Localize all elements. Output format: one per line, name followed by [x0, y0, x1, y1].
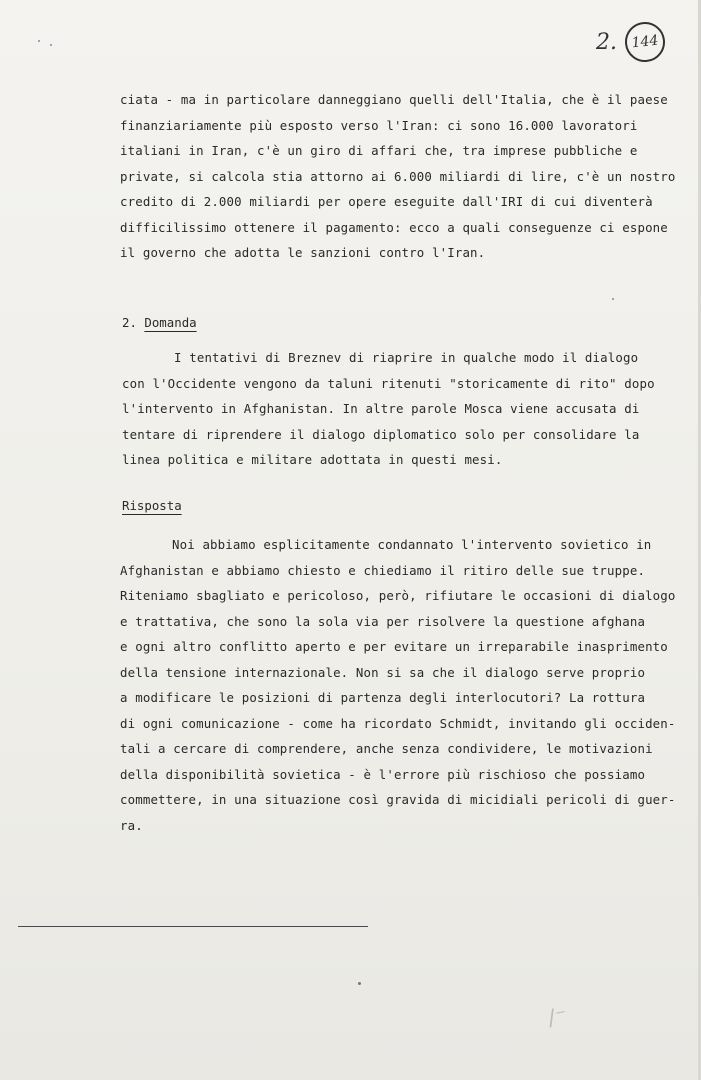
question-number: 2. — [122, 315, 137, 330]
text-line: I tentativi di Breznev di riaprire in qualche modo il dialogo — [174, 350, 639, 365]
text-line: Noi abbiamo esplicitamente condannato l'intervento sovietico in — [172, 537, 652, 552]
text-line: ciata - ma in particolare danneggiano quelli dell'Italia, che è il paese — [120, 92, 668, 107]
text-line: italiani in Iran, c'è un giro di affari che, tra imprese pubbliche e — [120, 143, 638, 158]
horizontal-rule — [18, 926, 368, 927]
text-line: della tensione internazionale. Non si sa che il dialogo serve proprio — [120, 664, 646, 680]
text-line: della disponibilità sovietica - è l'errore più rischioso che possiamo — [120, 766, 646, 782]
text-line: con l'Occidente vengono da taluni ritenuti "storicamente di rito" dopo — [122, 375, 655, 391]
answer-heading: Risposta — [122, 498, 182, 513]
text-line: Afghanistan e abbiamo chiesto e chiediamo il ritiro delle sue truppe. — [120, 562, 646, 578]
page-number-area — [596, 22, 665, 62]
text-line: e trattativa, che sono la sola via per risolvere la questione afghana — [120, 613, 646, 629]
intro-paragraph — [120, 87, 676, 266]
answer-paragraph — [120, 532, 676, 838]
text-line: e ogni altro conflitto aperto e per evitare un irreparabile inasprimento — [120, 639, 668, 654]
question-heading — [122, 315, 197, 330]
text-line: tali a cercare di comprendere, anche senza condividere, le motivazioni — [120, 741, 653, 756]
question-label: Domanda — [144, 315, 197, 330]
text-line: difficilissimo ottenere il pagamento: ecco a quali conseguenze ci espone — [120, 219, 668, 235]
archive-stamp — [623, 20, 667, 64]
text-line: finanziariamente più esposto verso l'Iran: ci sono 16.000 lavoratori — [120, 117, 638, 133]
scan-speck — [612, 298, 614, 300]
text-line: a modificare le posizioni di partenza degli interlocutori? La rottura — [120, 690, 646, 705]
question-paragraph — [122, 345, 655, 473]
scan-speck — [50, 44, 52, 46]
text-line: tentare di riprendere il dialogo diplomatico solo per consolidare la — [122, 426, 640, 442]
page-number: 2. — [596, 29, 617, 55]
text-line: di ogni comunicazione - come ha ricordato Schmidt, invitando gli occiden- — [120, 715, 676, 731]
text-line: linea politica e militare adottata in questi mesi. — [122, 452, 503, 467]
scan-speck — [358, 982, 361, 985]
text-line: l'intervento in Afghanistan. In altre parole Mosca viene accusata di — [122, 401, 640, 416]
text-line: credito di 2.000 miliardi per opere eseguite dall'IRI di cui diventerà — [120, 194, 653, 209]
text-line: private, si calcola stia attorno ai 6.000 miliardi di lire, c'è un nostro — [120, 168, 676, 184]
text-line: il governo che adotta le sanzioni contro l'Iran. — [120, 245, 486, 260]
text-line: commettere, in una situazione così gravida di micidiali pericoli di guer- — [120, 792, 676, 807]
scan-speck — [38, 40, 40, 42]
pencil-mark-icon: /⁻ — [545, 1003, 570, 1032]
stamp-number: 144 — [630, 32, 660, 52]
text-line: Riteniamo sbagliato e pericoloso, però, rifiutare le occasioni di dialogo — [120, 588, 676, 603]
text-line: ra. — [120, 817, 143, 833]
